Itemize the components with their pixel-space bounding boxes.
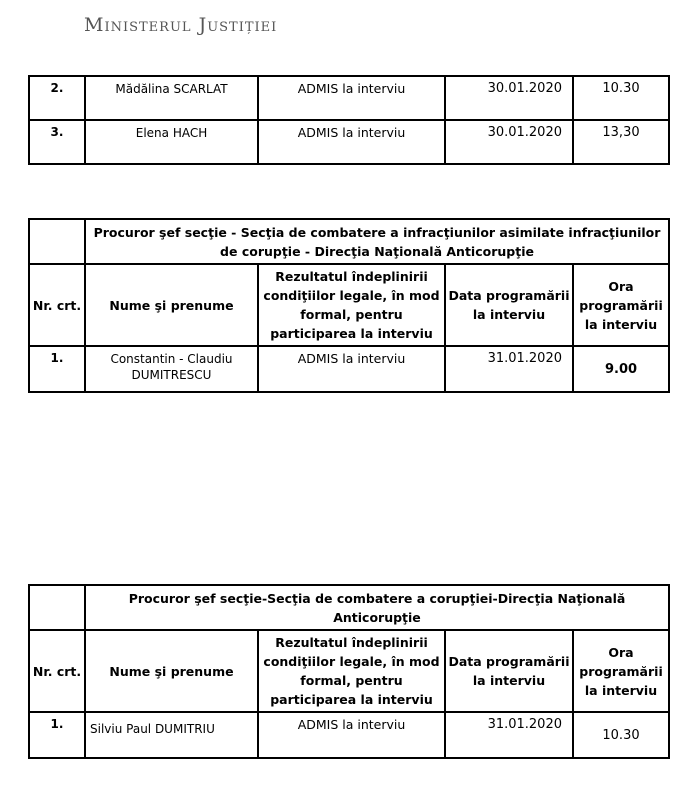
result-status: ADMIS la interviu [258,120,445,164]
table-header-row [29,630,669,712]
interview-hour: 10.30 [573,76,669,120]
interview-date: 30.01.2020 [445,120,573,164]
interview-hour: 10.30 [573,712,669,758]
table-title-row [29,585,669,630]
result-status: ADMIS la interviu [258,712,445,758]
header-nr-crt: Nr. crt. [29,264,85,346]
ministry-header-title: Ministerul Justiției [84,14,278,36]
interview-hour: 9.00 [573,346,669,392]
candidate-name: Mădălina SCARLAT [85,76,258,120]
candidates-table-continued [28,75,670,165]
table-row [29,76,669,120]
candidate-name: Constantin - Claudiu DUMITRESCU [85,346,258,392]
table-header-row [29,264,669,346]
table-row [29,120,669,164]
header-date: Data programării la interviu [445,630,573,712]
table-row [29,346,669,392]
empty-cell [29,585,85,630]
table-row [29,712,669,758]
candidate-name: Silviu Paul DUMITRIU [85,712,258,758]
candidates-table-infractiuni-asimilate [28,218,670,393]
header-date: Data programării la interviu [445,264,573,346]
result-status: ADMIS la interviu [258,76,445,120]
interview-date: 31.01.2020 [445,346,573,392]
header-hour: Ora programării la interviu [573,264,669,346]
row-number: 3. [29,120,85,164]
empty-cell [29,219,85,264]
row-number: 1. [29,346,85,392]
table-title-row [29,219,669,264]
section-title: Procuror şef secţie - Secţia de combatere a infracţiunilor asimilate infracţiunilor de corupţie - Direcţia Naţională Anticorupţie [85,219,669,264]
section-title: Procuror şef secţie-Secţia de combatere a corupţiei-Direcţia Naţională Anticorupţie [85,585,669,630]
interview-hour: 13,30 [573,120,669,164]
header-result: Rezultatul îndeplinirii condiţiilor legale, în mod formal, pentru participarea la interviu [258,630,445,712]
header-name: Nume şi prenume [85,630,258,712]
header-name: Nume şi prenume [85,264,258,346]
header-result: Rezultatul îndeplinirii condiţiilor legale, în mod formal, pentru participarea la interviu [258,264,445,346]
header-hour: Ora programării la interviu [573,630,669,712]
interview-date: 31.01.2020 [445,712,573,758]
candidates-table-coruptie [28,584,670,759]
row-number: 1. [29,712,85,758]
row-number: 2. [29,76,85,120]
header-nr-crt: Nr. crt. [29,630,85,712]
candidate-name: Elena HACH [85,120,258,164]
result-status: ADMIS la interviu [258,346,445,392]
interview-date: 30.01.2020 [445,76,573,120]
